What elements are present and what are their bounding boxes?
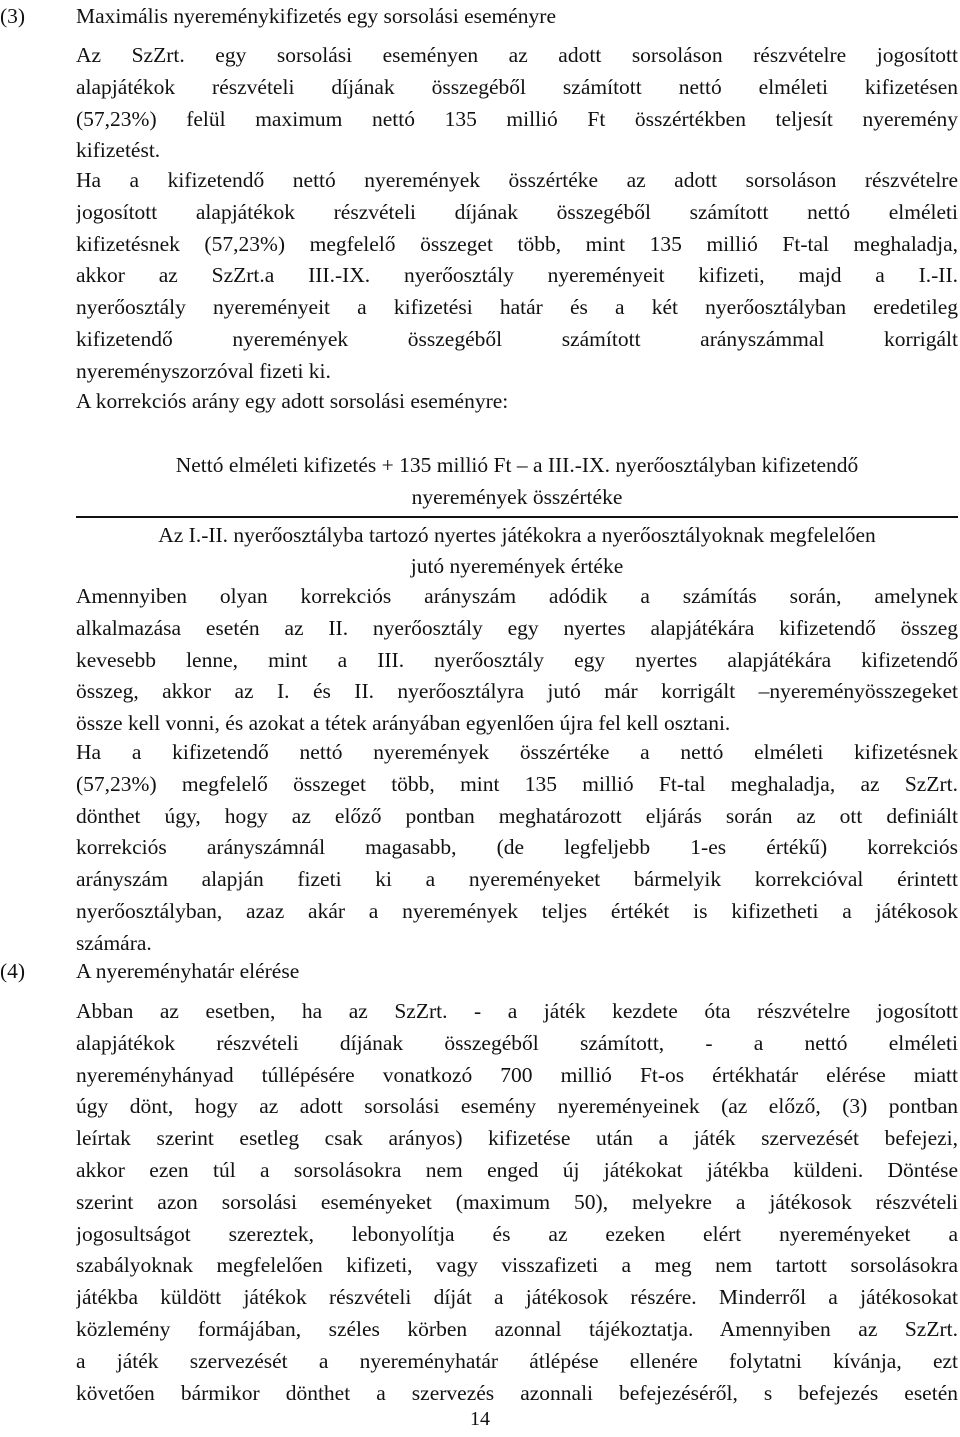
text-line: alapjátékok részvételi díjának összegéből számított, - a nettó elméleti [76, 1030, 958, 1055]
text-line: számára. [76, 930, 152, 955]
text-line: összeg, akkor az I. és II. nyerőosztályra jutó már korrigált –nyereményösszegeket [76, 679, 958, 704]
page-number: 14 [470, 1408, 490, 1430]
correction-ratio-fraction [76, 450, 958, 579]
text-line: kevesebb lenne, mint a III. nyerőosztály egy nyertes alapjátékára kifizetendő [76, 647, 958, 672]
text-line: nyereményhányad túllépésére vonatkozó 700 millió Ft-os értékhatár elérése miatt [76, 1062, 958, 1087]
text-line: össze kell vonni, és azokat a tétek arányában egyenlően újra fel kell osztani. [76, 711, 731, 736]
text-line: dönthet úgy, hogy az előző pontban meghatározott eljárás során az ott definiált [76, 803, 958, 828]
text-line: Az SzZrt. egy sorsolási eseményen az adott sorsoláson részvételre jogosított [76, 43, 958, 67]
text-line: kifizetendő nyeremények összegéből számított arányszámmal korrigált [76, 326, 958, 351]
fraction-denominator-line: Az I.-II. nyerőosztályba tartozó nyertes játékokra a nyerőosztályoknak megfelelően [158, 522, 876, 547]
section-title: A nyereményhatár elérése [76, 959, 300, 983]
text-line: közlemény formájában, széles körben azonnal tájékoztatja. Amennyiben az SzZrt. [76, 1316, 958, 1341]
text-line: arányszám alapján fizeti ki a nyereményeket bármelyik korrekcióval érintett [76, 867, 958, 892]
fraction-bar [76, 516, 958, 518]
text-line: jogosított alapjátékok részvételi díjának összegéből számított nettó elméleti [76, 199, 958, 224]
text-line: (57,23%) felül maximum nettó 135 millió Ft összértékben teljesít nyeremény [76, 106, 958, 131]
paragraph-3-1 [76, 40, 958, 167]
section-number: (3) [0, 4, 26, 28]
text-line: követően bármikor dönthet a szervezés azonnali befejezéséről, s befejezés esetén [76, 1380, 958, 1405]
paragraph-3-2 [76, 165, 958, 388]
text-line: nyerőosztály nyereményeit a kifizetési határ és a két nyerőosztályban eredetileg [76, 295, 958, 320]
fraction-denominator-line: jutó nyeremények értéke [410, 554, 624, 579]
text-line: (57,23%) megfelelő összeget több, mint 135 millió Ft-tal meghaladja, az SzZrt. [76, 771, 958, 796]
text-line: kifizetésnek (57,23%) megfelelő összeget több, mint 135 millió Ft-tal meghaladja, [76, 231, 958, 256]
fraction-numerator-line: nyeremények összértéke [411, 484, 623, 509]
text-line: szabályoknak megfelelően kifizeti, vagy visszafizeti a meg nem tartott sorsolásokra [76, 1253, 958, 1278]
text-line: játékba küldött játékok részvételi díját a játékosok részére. Minderről a játékosokat [76, 1285, 958, 1310]
text-line: leírtak szerint esetleg csak arányos) kifizetése után a játék szervezését befejezi, [76, 1126, 958, 1151]
paragraph-3-3 [76, 386, 958, 418]
text-line: Abban az esetben, ha az SzZrt. - a játék kezdete óta részvételre jogosított [76, 999, 958, 1023]
text-line: úgy dönt, hogy az adott sorsolási esemény nyereményeinek (az előző, (3) pontban [76, 1094, 958, 1119]
text-line: Ha a kifizetendő nettó nyeremények összértéke a nettó elméleti kifizetésnek [76, 740, 958, 764]
text-line: alapjátékok részvételi díjának összegéből számított nettó elméleti kifizetésen [76, 74, 958, 99]
paragraph-3-4 [76, 581, 958, 740]
fraction-numerator-line: Nettó elméleti kifizetés + 135 millió Ft – a III.-IX. nyerőosztályban kifizetendő [175, 453, 859, 477]
section-number: (4) [0, 959, 26, 983]
text-line: Ha a kifizetendő nettó nyeremények összértéke az adott sorsoláson részvételre [76, 168, 958, 192]
text-line: akkor ezen túl a sorsolásokra nem enged új játékokat játékba küldeni. Döntése [76, 1157, 958, 1182]
text-line: alkalmazása esetén az II. nyerőosztály egy nyertes alapjátékára kifizetendő összeg [76, 615, 958, 640]
text-line: nyereményszorzóval fizeti ki. [76, 358, 331, 383]
text-line: jogosultságot szereztek, lebonyolítja és az ezeken elért nyereményeket a [76, 1221, 958, 1246]
text-line: szerint azon sorsolási eseményeket (maximum 50), melyekre a játékosok részvételi [76, 1189, 958, 1214]
section-title: Maximális nyereménykifizetés egy sorsolási eseményre [76, 4, 557, 28]
text-line: nyerőosztályban, azaz akár a nyeremények teljes értékét is kifizetheti a játékosok [76, 898, 958, 923]
text-line: akkor az SzZrt.a III.-IX. nyerőosztály nyereményeit kifizeti, majd a I.-II. [76, 263, 958, 288]
text-line: a játék szervezését a nyereményhatár átlépése ellenére folytatni kívánja, ezt [76, 1348, 958, 1373]
text-line: Amennyiben olyan korrekciós arányszám adódik a számítás során, amelynek [76, 584, 958, 608]
text-line: korrekciós arányszámnál magasabb, (de legfeljebb 1-es értékű) korrekciós [76, 835, 958, 860]
paragraph-3-5 [76, 737, 958, 960]
paragraph-4-1 [76, 996, 958, 1409]
text-line: A korrekciós arány egy adott sorsolási eseményre: [76, 389, 509, 413]
text-line: kifizetést. [76, 138, 161, 163]
